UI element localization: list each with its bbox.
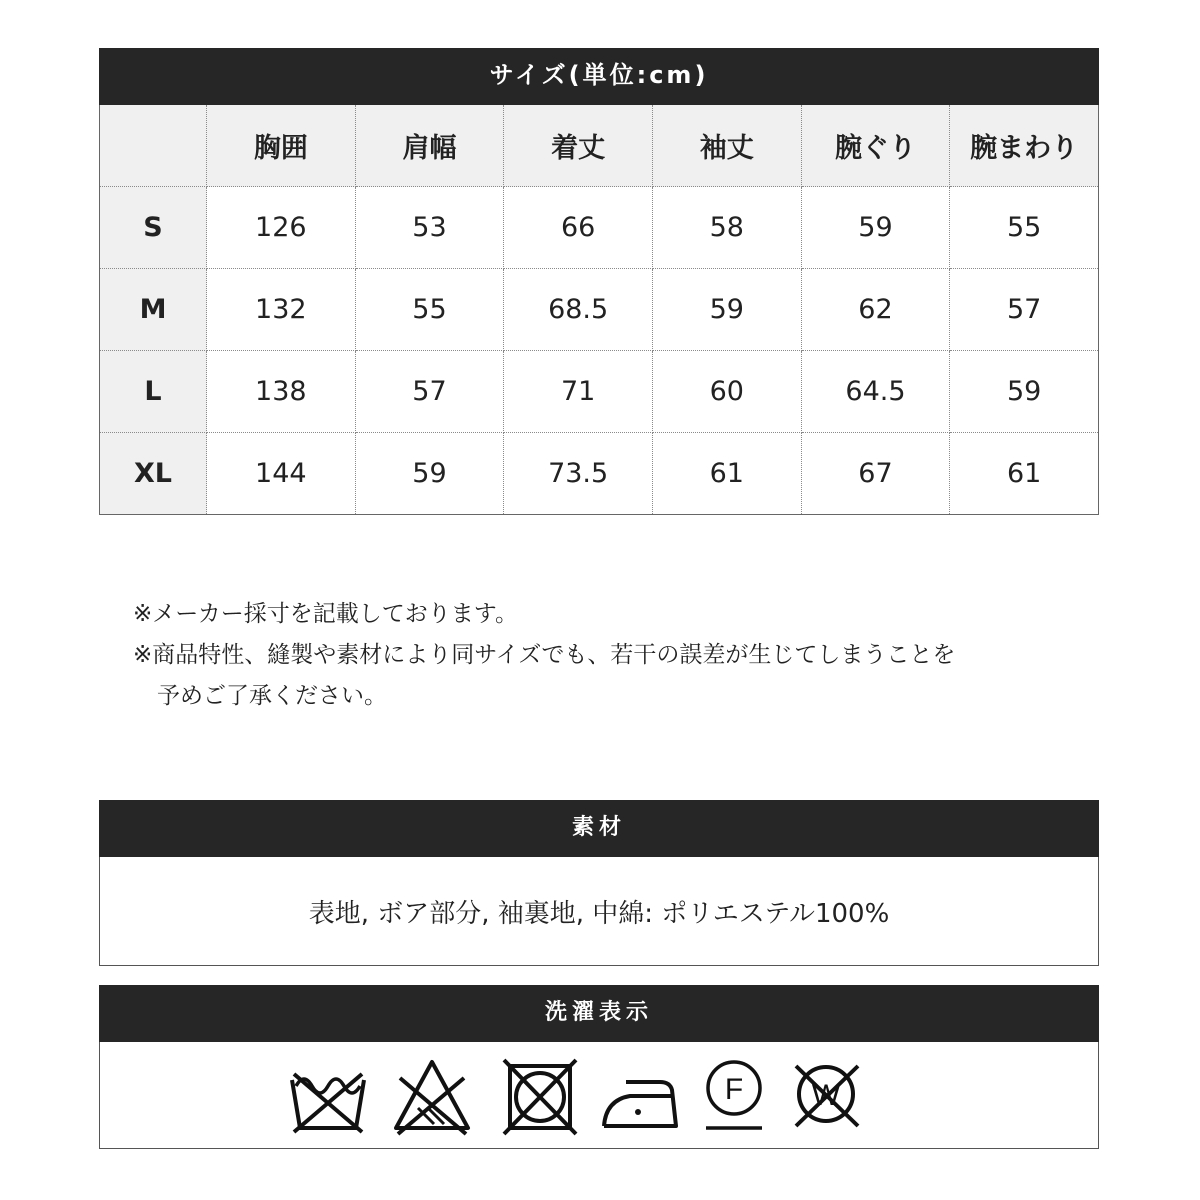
table-cell: 62 bbox=[801, 269, 950, 351]
column-header: 袖丈 bbox=[652, 105, 801, 187]
material-title: 素材 bbox=[99, 800, 1099, 857]
care-section bbox=[99, 985, 1099, 1149]
table-cell: 59 bbox=[950, 351, 1099, 433]
care-title: 洗濯表示 bbox=[99, 985, 1099, 1042]
note-line: ※メーカー採寸を記載しております。 bbox=[133, 601, 518, 627]
svg-text:F: F bbox=[724, 1073, 744, 1106]
table-cell: 55 bbox=[355, 269, 504, 351]
care-icons bbox=[99, 1042, 1099, 1149]
notes bbox=[133, 594, 1093, 717]
table-row bbox=[100, 351, 1099, 433]
table-cell: 58 bbox=[652, 187, 801, 269]
dry-clean-f-icon bbox=[700, 1056, 780, 1136]
table-cell: 66 bbox=[504, 187, 653, 269]
note-line: ※商品特性、縫製や素材により同サイズでも、若干の誤差が生じてしまうことを bbox=[133, 642, 956, 668]
table-cell: 68.5 bbox=[504, 269, 653, 351]
size-table-title: サイズ(単位:cm) bbox=[99, 48, 1099, 105]
table-row bbox=[100, 187, 1099, 269]
table-cell: 126 bbox=[207, 187, 356, 269]
table-cell: 138 bbox=[207, 351, 356, 433]
material-text: 表地, ボア部分, 袖裏地, 中綿: ポリエステル100% bbox=[308, 898, 890, 929]
column-header: 胸囲 bbox=[207, 105, 356, 187]
table-cell: 61 bbox=[652, 433, 801, 515]
table-cell: 57 bbox=[950, 269, 1099, 351]
row-header: L bbox=[100, 351, 207, 433]
table-cell: 132 bbox=[207, 269, 356, 351]
column-header: 着丈 bbox=[504, 105, 653, 187]
column-header: 腕まわり bbox=[950, 105, 1099, 187]
table-cell: 144 bbox=[207, 433, 356, 515]
table-cell: 61 bbox=[1006, 458, 1042, 489]
no-wet-clean-icon bbox=[790, 1056, 870, 1136]
table-cell: 59 bbox=[652, 269, 801, 351]
material-body bbox=[99, 857, 1099, 966]
table-cell: 59 bbox=[801, 187, 950, 269]
corner-cell bbox=[100, 105, 207, 187]
column-header: 肩幅 bbox=[355, 105, 504, 187]
table-cell: 59 bbox=[355, 433, 504, 515]
table-cell: 57 bbox=[355, 351, 504, 433]
size-table-section bbox=[99, 48, 1099, 515]
table-cell: 60 bbox=[652, 351, 801, 433]
table-cell: 71 bbox=[504, 351, 653, 433]
note-line: 予めご了承ください。 bbox=[157, 683, 387, 709]
no-tumble-dry-icon bbox=[500, 1056, 580, 1136]
row-header: S bbox=[100, 187, 207, 269]
table-cell: 53 bbox=[355, 187, 504, 269]
row-header: XL bbox=[100, 433, 207, 515]
row-header: M bbox=[100, 269, 207, 351]
iron-low-icon bbox=[600, 1056, 680, 1136]
size-table bbox=[99, 105, 1099, 515]
column-header: 腕ぐり bbox=[801, 105, 950, 187]
no-bleach-icon bbox=[392, 1056, 472, 1136]
table-cell: 67 bbox=[801, 433, 950, 515]
table-cell: 64.5 bbox=[801, 351, 950, 433]
size-table-header-row bbox=[100, 105, 1099, 187]
svg-text:W: W bbox=[811, 1079, 841, 1112]
no-washing-icon bbox=[288, 1056, 368, 1136]
table-row bbox=[100, 433, 1099, 515]
table-cell: 73.5 bbox=[504, 433, 653, 515]
material-section bbox=[99, 800, 1099, 966]
table-row bbox=[100, 269, 1099, 351]
table-cell: 55 bbox=[950, 187, 1099, 269]
